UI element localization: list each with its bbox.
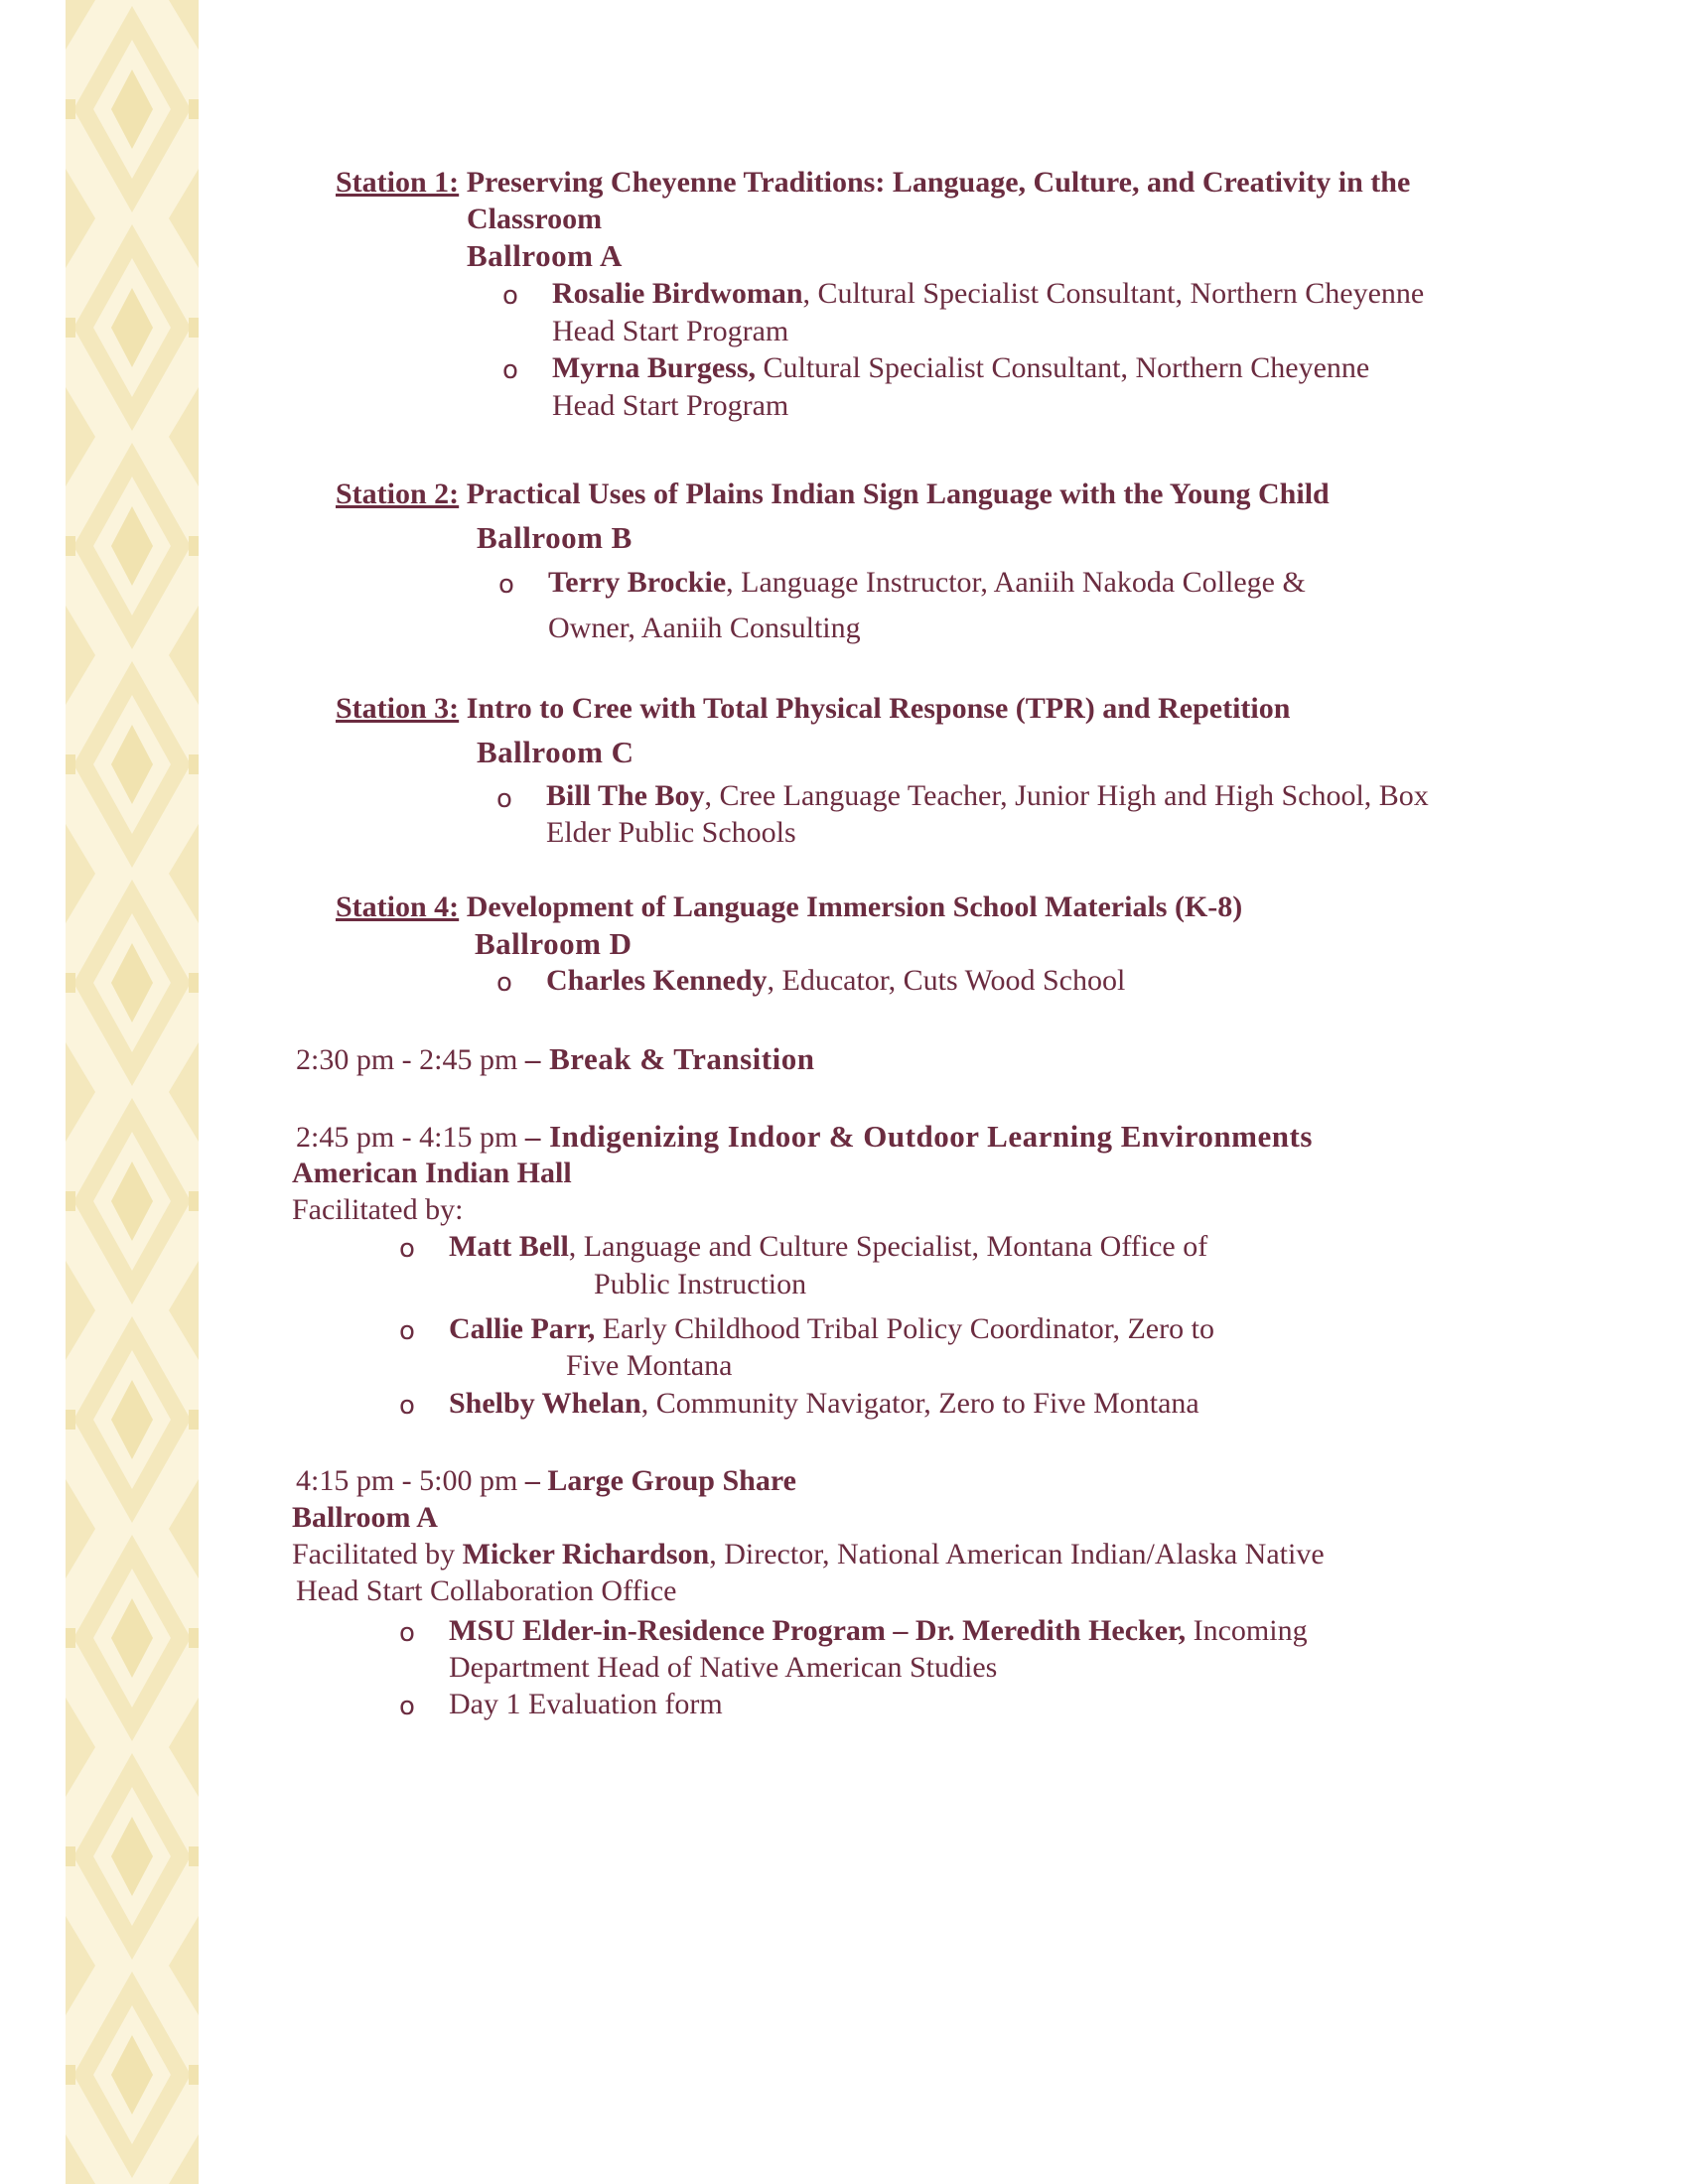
presenter-separator: , bbox=[568, 1230, 577, 1263]
presenter-role: Cultural Specialist Consultant, Northern Cheyenne bbox=[810, 277, 1425, 310]
facilitator-role: Language and Culture Specialist, Montana Office of bbox=[576, 1230, 1208, 1263]
session-location: American Indian Hall bbox=[292, 1157, 572, 1189]
facilitator-role: Early Childhood Tribal Policy Coordinator, Zero to bbox=[595, 1312, 1214, 1345]
session-time: 4:15 pm - 5:00 pm bbox=[296, 1464, 525, 1497]
station-label: Station 1: bbox=[336, 166, 460, 199]
presenter-role-continued: Head Start Program bbox=[552, 389, 789, 422]
bullet-icon: o bbox=[496, 784, 512, 814]
presenter-role-continued: Head Start Program bbox=[552, 315, 789, 347]
facilitator-name: Micker Richardson bbox=[462, 1538, 710, 1570]
share-item-bold: MSU Elder-in-Residence Program – Dr. Meredith Hecker, bbox=[449, 1614, 1187, 1647]
evaluation-form-item: Day 1 Evaluation form bbox=[449, 1688, 723, 1720]
facilitated-by-line bbox=[292, 1537, 1325, 1572]
presenter-name: Myrna Burgess, bbox=[552, 351, 756, 384]
bullet-icon: o bbox=[498, 570, 514, 600]
facilitator-role: Community Navigator, Zero to Five Montana bbox=[648, 1387, 1199, 1420]
station-title: Preserving Cheyenne Traditions: Language, Culture, and Creativity in the bbox=[466, 166, 1411, 199]
station-location: Ballroom D bbox=[475, 926, 633, 961]
session-title: – Indigenizing Indoor & Outdoor Learning Environments bbox=[524, 1119, 1313, 1154]
station-location: Ballroom C bbox=[477, 735, 634, 769]
station-title: Intro to Cree with Total Physical Response (TPR) and Repetition bbox=[466, 692, 1291, 725]
indigenizing-session bbox=[296, 1119, 1313, 1156]
bullet-icon: o bbox=[399, 1692, 415, 1721]
facilitator-item bbox=[449, 1229, 1207, 1265]
presenter-separator: , bbox=[802, 277, 811, 310]
large-group-session bbox=[296, 1463, 796, 1499]
station-3-heading bbox=[336, 691, 1290, 727]
presenter-name: Terry Brockie bbox=[548, 566, 727, 599]
facilitated-prefix: Facilitated by bbox=[292, 1538, 463, 1570]
bullet-icon: o bbox=[502, 281, 518, 311]
share-item bbox=[449, 1613, 1308, 1649]
station-title-continued: Classroom bbox=[467, 203, 603, 235]
presenter-separator: , bbox=[767, 964, 775, 997]
bullet-icon: o bbox=[399, 1234, 415, 1264]
facilitator-name: Matt Bell bbox=[449, 1230, 569, 1263]
facilitator-name: Callie Parr, bbox=[449, 1312, 596, 1345]
presenter-role-continued: Elder Public Schools bbox=[546, 816, 796, 849]
facilitator-role: , Director, National American Indian/Alaska Native bbox=[709, 1538, 1325, 1570]
presenter-role-continued: Owner, Aaniih Consulting bbox=[548, 612, 861, 644]
station-title: Development of Language Immersion School Materials (K-8) bbox=[466, 890, 1243, 923]
station-1-heading bbox=[336, 165, 1410, 201]
bullet-icon: o bbox=[399, 1316, 415, 1346]
station-location: Ballroom B bbox=[477, 520, 633, 555]
presenter-role: Cree Language Teacher, Junior High and High School, Box bbox=[712, 779, 1429, 812]
presenter-name: Rosalie Birdwoman bbox=[552, 277, 803, 310]
presenter-role: Educator, Cuts Wood School bbox=[774, 964, 1126, 997]
station-label: Station 4: bbox=[336, 890, 460, 923]
break-session bbox=[296, 1041, 814, 1078]
station-2-heading bbox=[336, 477, 1330, 512]
bullet-icon: o bbox=[496, 968, 512, 998]
presenter-item bbox=[552, 350, 1369, 386]
presenter-item bbox=[546, 963, 1125, 999]
session-title: – Break & Transition bbox=[524, 1041, 815, 1076]
session-time: 2:30 pm - 2:45 pm bbox=[296, 1043, 525, 1076]
facilitator-role-continued: Public Instruction bbox=[594, 1268, 807, 1300]
presenter-role: Cultural Specialist Consultant, Northern Cheyenne bbox=[756, 351, 1370, 384]
facilitator-item bbox=[449, 1311, 1214, 1347]
bullet-icon: o bbox=[502, 355, 518, 385]
presenter-item bbox=[552, 276, 1424, 312]
station-4-heading bbox=[336, 889, 1242, 925]
share-item-text: Incoming bbox=[1186, 1614, 1308, 1647]
share-item-continued: Department Head of Native American Studies bbox=[449, 1651, 998, 1684]
facilitator-role-continued: Head Start Collaboration Office bbox=[296, 1574, 677, 1607]
presenter-separator: , bbox=[726, 566, 734, 599]
station-label: Station 2: bbox=[336, 478, 460, 510]
presenter-separator: , bbox=[640, 1387, 649, 1420]
facilitator-item bbox=[449, 1386, 1199, 1422]
presenter-item bbox=[548, 565, 1306, 601]
session-location: Ballroom A bbox=[292, 1501, 438, 1534]
station-location: Ballroom A bbox=[467, 238, 623, 273]
bullet-icon: o bbox=[399, 1618, 415, 1648]
presenter-name: Charles Kennedy bbox=[546, 964, 768, 997]
presenter-role: Language Instructor, Aaniih Nakoda College & bbox=[733, 566, 1306, 599]
bullet-icon: o bbox=[399, 1391, 415, 1421]
presenter-separator: , bbox=[704, 779, 712, 812]
presenter-name: Bill The Boy bbox=[546, 779, 705, 812]
session-title: – Large Group Share bbox=[524, 1464, 796, 1497]
facilitator-name: Shelby Whelan bbox=[449, 1387, 641, 1420]
facilitated-label: Facilitated by: bbox=[292, 1193, 464, 1226]
presenter-item bbox=[546, 778, 1429, 814]
station-label: Station 3: bbox=[336, 692, 460, 725]
facilitator-role-continued: Five Montana bbox=[566, 1349, 733, 1382]
station-title: Practical Uses of Plains Indian Sign Language with the Young Child bbox=[466, 478, 1330, 510]
session-time: 2:45 pm - 4:15 pm bbox=[296, 1121, 525, 1154]
